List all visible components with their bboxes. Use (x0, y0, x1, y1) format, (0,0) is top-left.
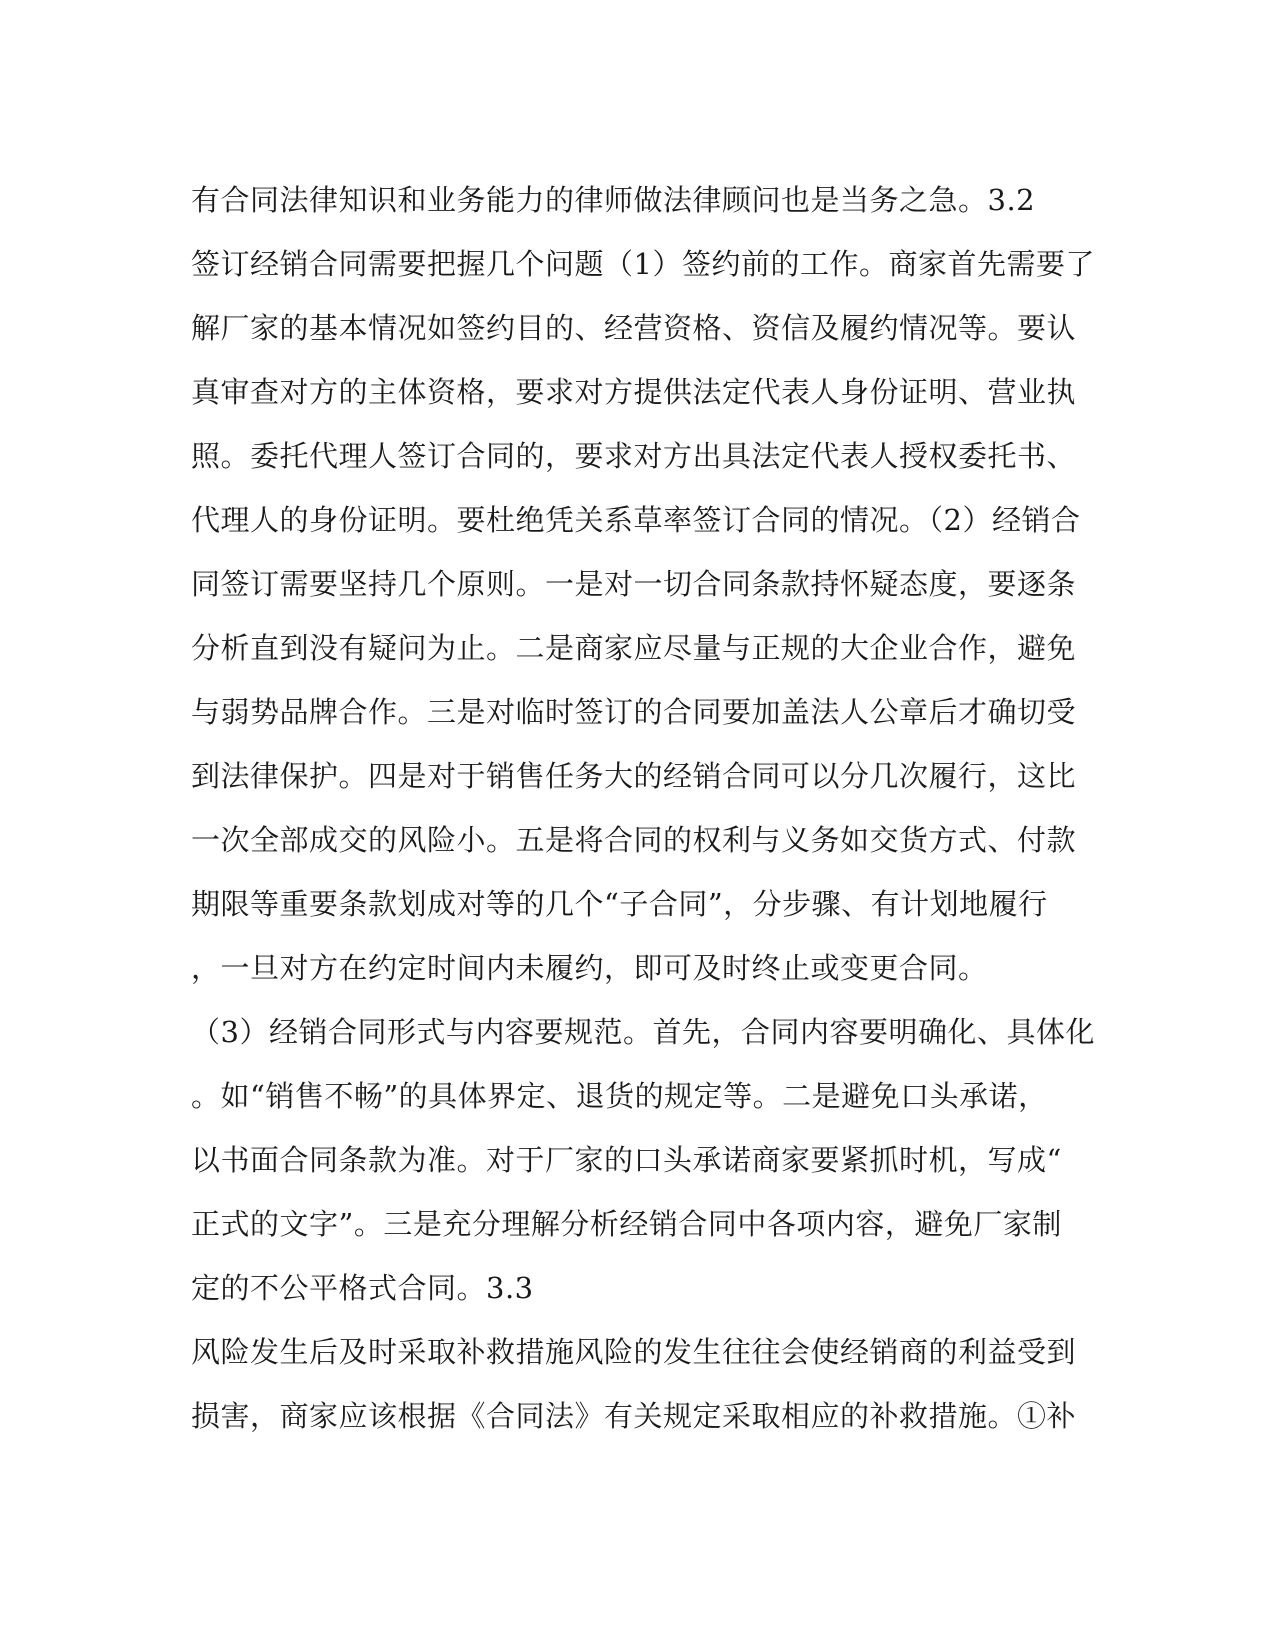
body-text (191, 168, 1095, 1448)
text-line: 真审查对方的主体资格，要求对方提供法定代表人身份证明、营业执 (191, 375, 1077, 409)
text-line: 有合同法律知识和业务能力的律师做法律顾问也是当务之急。3.2 (191, 183, 1036, 217)
text-line: 签订经销合同需要把握几个问题（1）签约前的工作。商家首先需要了 (191, 247, 1095, 281)
text-line: 一次全部成交的风险小。五是将合同的权利与义务如交货方式、付款 (191, 823, 1077, 857)
text-line: 。如“销售不畅”的具体界定、退货的规定等。二是避免口头承诺， (191, 1079, 1048, 1113)
text-line: 定的不公平格式合同。3.3 (191, 1271, 534, 1305)
text-line: 以书面合同条款为准。对于厂家的口头承诺商家要紧抓时机，写成“ (191, 1143, 1062, 1177)
text-line: 解厂家的基本情况如签约目的、经营资格、资信及履约情况等。要认 (191, 311, 1077, 345)
text-line: ，一旦对方在约定时间内未履约，即可及时终止或变更合同。 (191, 951, 988, 985)
text-line: 期限等重要条款划成对等的几个“子合同”，分步骤、有计划地履行 (191, 887, 1048, 921)
text-line: 同签订需要坚持几个原则。一是对一切合同条款持怀疑态度，要逐条 (191, 567, 1077, 601)
text-line: 与弱势品牌合作。三是对临时签订的合同要加盖法人公章后才确切受 (191, 695, 1077, 729)
text-line: 风险发生后及时采取补救措施风险的发生往往会使经销商的利益受到 (191, 1335, 1077, 1369)
text-line: 分析直到没有疑问为止。二是商家应尽量与正规的大企业合作，避免 (191, 631, 1077, 665)
text-line: 损害，商家应该根据《合同法》有关规定采取相应的补救措施。①补 (191, 1399, 1077, 1433)
text-line: 照。委托代理人签订合同的，要求对方出具法定代表人授权委托书、 (191, 439, 1077, 473)
text-line: 代理人的身份证明。要杜绝凭关系草率签订合同的情况。（2）经销合 (191, 503, 1081, 537)
text-line: （3）经销合同形式与内容要规范。首先，合同内容要明确化、具体化 (191, 1015, 1095, 1049)
text-line: 正式的文字”。三是充分理解分析经销合同中各项内容，避免厂家制 (191, 1207, 1062, 1241)
text-line: 到法律保护。四是对于销售任务大的经销合同可以分几次履行，这比 (191, 759, 1077, 793)
